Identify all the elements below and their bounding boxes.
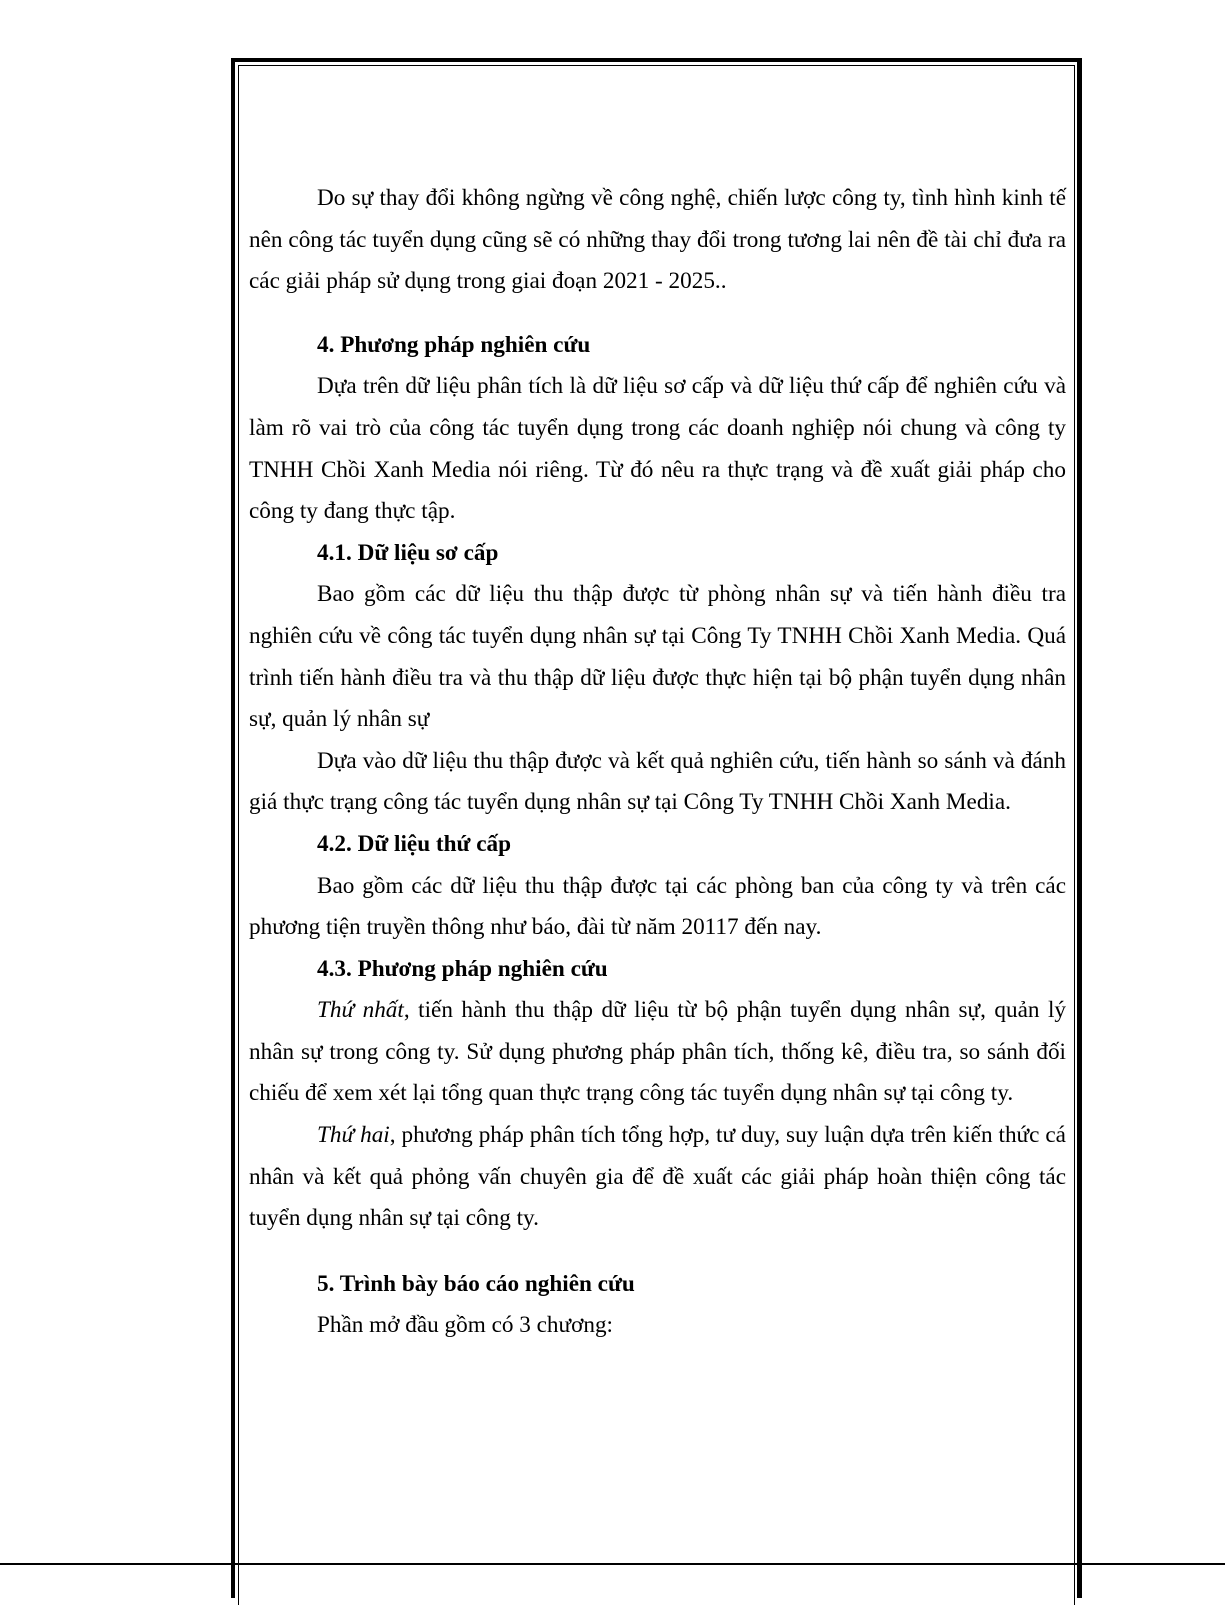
- paragraph-primary-data-analysis: Dựa vào dữ liệu thu thập được và kết quả nghiên cứu, tiến hành so sánh và đánh giá thực trạng công tác tuyển dụng nhân sự tại Công Ty TNHH Chồi Xanh Media.: [249, 747, 1066, 816]
- paragraph-primary-data: Bao gồm các dữ liệu thu thập được từ phòng nhân sự và tiến hành điều tra nghiên cứu về công tác tuyển dụng nhân sự tại Công Ty TNHH Chồi Xanh Media. Quá trình tiến hành điều tra và thu thập dữ liệu được thực hiện tại bộ phận tuyển dụng nhân sự, quản lý nhân sự: [249, 581, 1066, 733]
- paragraph-research-basis: Dựa trên dữ liệu phân tích là dữ liệu sơ cấp và dữ liệu thứ cấp để nghiên cứu và làm rõ vai trò của công tác tuyển dụng trong các doanh nghiệp nói chung và công ty TNHH Chồi Xanh Media nói riêng. Từ đó nêu ra thực trạng và đề xuất giải pháp cho công ty đang thực tập.: [249, 373, 1066, 525]
- method-first-lead: Thứ nhất: [317, 997, 404, 1024]
- method-first-text: , tiến hành thu thập dữ liệu từ bộ phận tuyển dụng nhân sự, quản lý nhân sự trong công ty. Sử dụng phương pháp phân tích, thống kê, điều tra, so sánh đối chiếu để xem xét lại tổng quan thực trạng công tác tuyển dụng nhân sự tại công ty.: [249, 997, 1066, 1107]
- heading-research-methodology: 4.3. Phương pháp nghiên cứu: [317, 955, 608, 982]
- paragraph-secondary-data: Bao gồm các dữ liệu thu thập được tại các phòng ban của công ty và trên các phương tiện truyền thông như báo, đài từ năm 20117 đến nay.: [249, 872, 1066, 941]
- page-bottom-rule: [0, 1563, 1225, 1565]
- document-body: [249, 178, 1066, 1347]
- heading-report-structure: 5. Trình bày báo cáo nghiên cứu: [317, 1270, 635, 1297]
- heading-primary-data: 4.1. Dữ liệu sơ cấp: [317, 539, 499, 566]
- heading-secondary-data: 4.2. Dữ liệu thứ cấp: [317, 830, 512, 857]
- method-second-text: , phương pháp phân tích tổng hợp, tư duy, suy luận dựa trên kiến thức cá nhân và kết quả phỏng vấn chuyên gia để đề xuất các giải pháp hoàn thiện công tác tuyển dụng nhân sự tại công ty.: [249, 1122, 1066, 1232]
- paragraph-method-first: [249, 990, 1066, 1115]
- heading-research-method: 4. Phương pháp nghiên cứu: [317, 331, 591, 358]
- paragraph-scope-timeframe: Do sự thay đổi không ngừng về công nghệ, chiến lược công ty, tình hình kinh tế nên công tác tuyển dụng cũng sẽ có những thay đổi trong tương lai nên đề tài chỉ đưa ra các giải pháp sử dụng trong giai đoạn 2021 - 2025..: [249, 185, 1066, 295]
- paragraph-method-second: [249, 1115, 1066, 1240]
- paragraph-chapters-intro: Phần mở đầu gồm có 3 chương:: [317, 1312, 613, 1339]
- method-second-lead: Thứ hai: [317, 1122, 390, 1149]
